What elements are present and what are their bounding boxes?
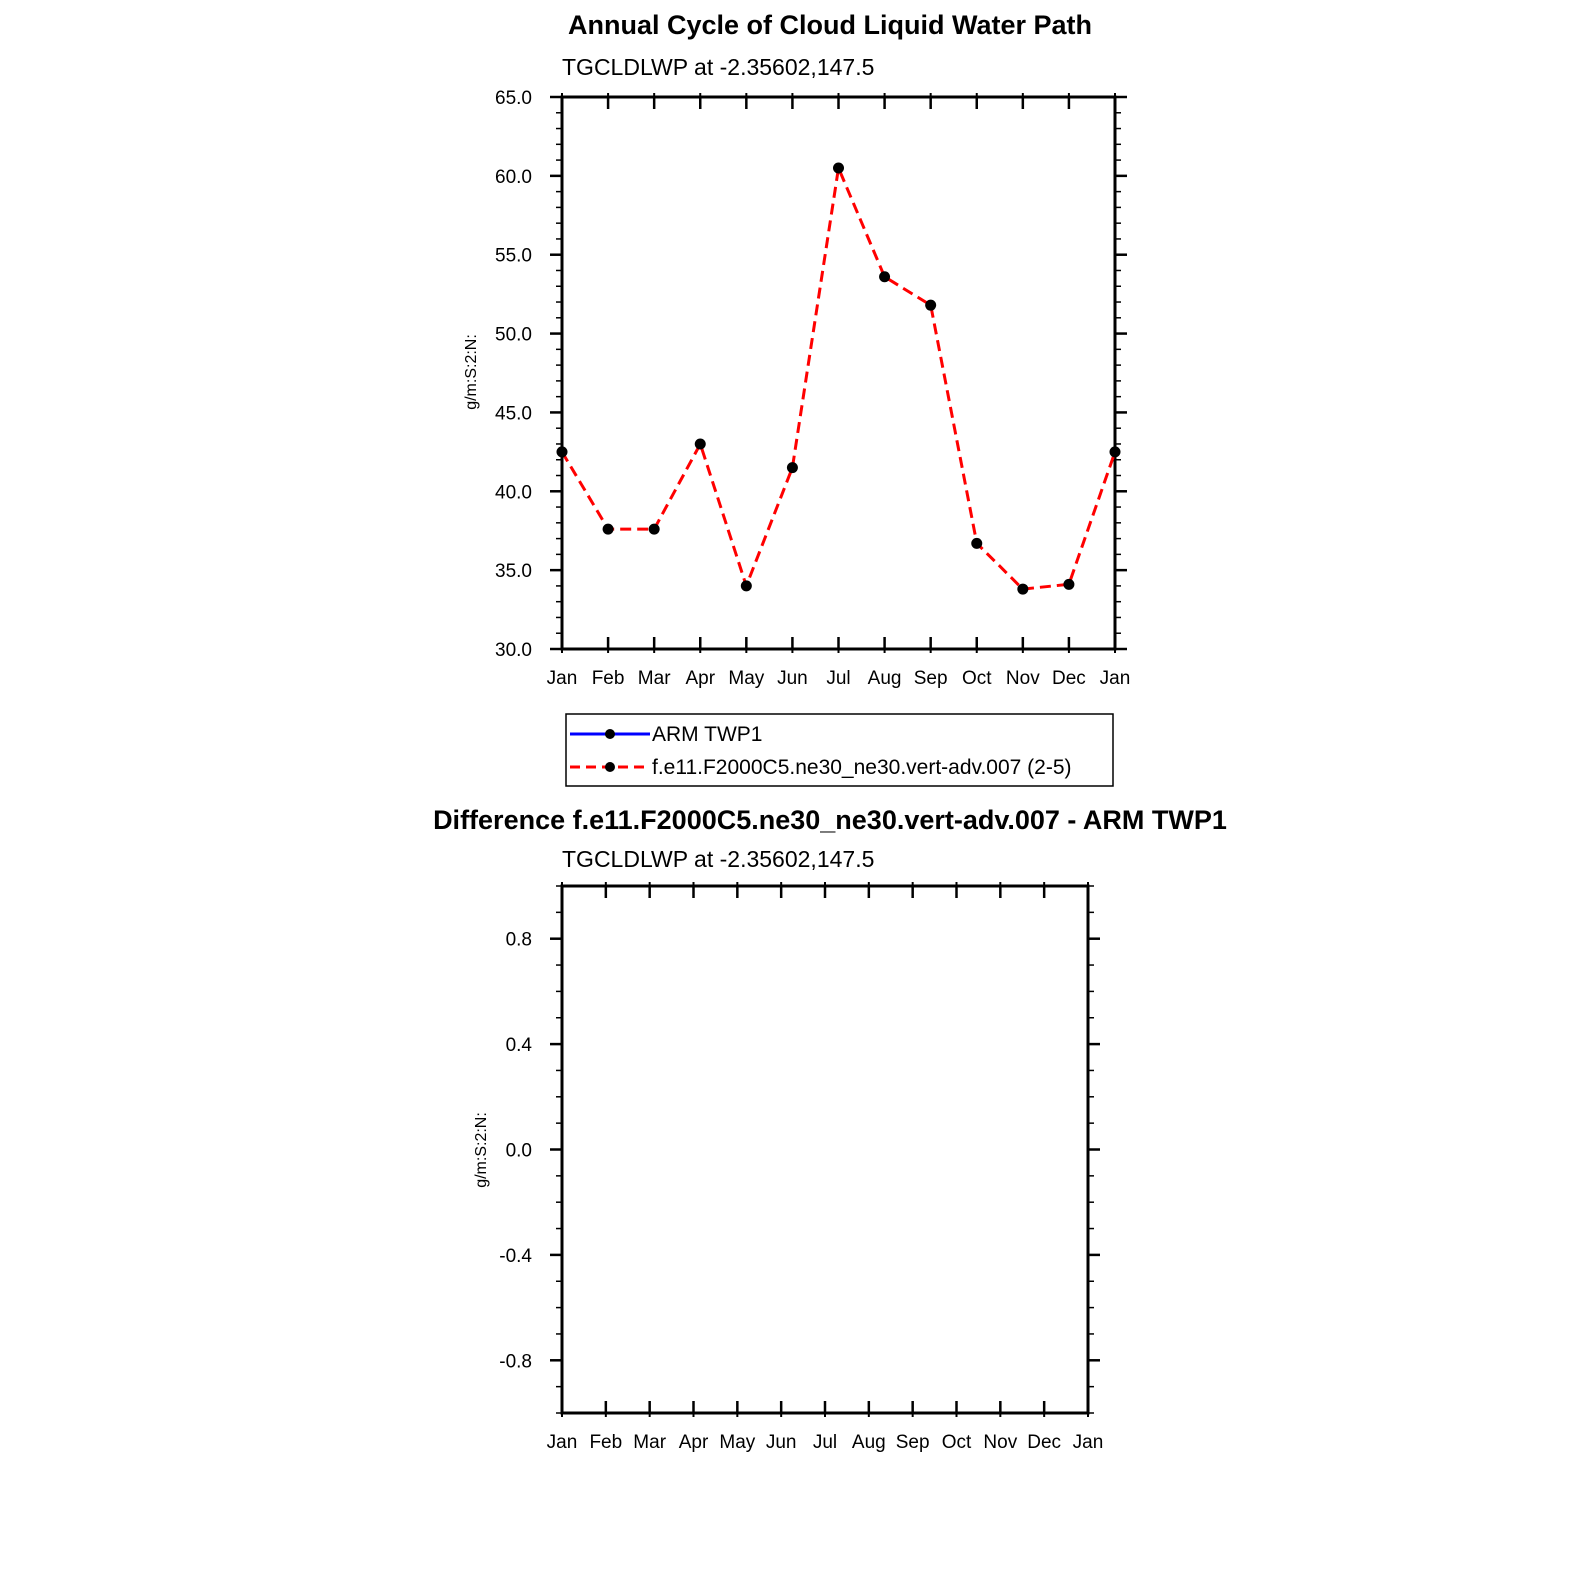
x-tick-label: Nov xyxy=(1005,668,1040,689)
x-tick-label: Dec xyxy=(1027,1432,1062,1453)
x-tick-label: Mar xyxy=(633,1432,667,1453)
x-tick-label: May xyxy=(719,1432,756,1453)
x-tick-label: Aug xyxy=(851,1432,886,1453)
x-tick-label: Jul xyxy=(812,1432,838,1453)
y-tick-label: 0.0 xyxy=(505,1140,532,1162)
x-tick-label: Jan xyxy=(1072,1432,1104,1453)
x-tick-label: Nov xyxy=(983,1432,1018,1453)
x-tick-labels xyxy=(547,668,1131,689)
legend-marker-model xyxy=(605,762,615,772)
y-tick-label: -0.4 xyxy=(499,1245,532,1267)
y-tick-labels xyxy=(495,88,532,661)
x-tick-label: Oct xyxy=(941,1432,972,1453)
legend-label-arm: ARM TWP1 xyxy=(652,723,763,746)
y-tick-label: 30.0 xyxy=(495,640,532,661)
y-tick-label: 40.0 xyxy=(495,482,532,504)
y-tick-label: -0.8 xyxy=(499,1351,532,1373)
data-point xyxy=(879,271,890,282)
data-point xyxy=(1063,579,1074,590)
y-tick-label: 65.0 xyxy=(495,88,532,109)
data-point xyxy=(1110,446,1121,457)
difference-y-axis-label: g/m:S:2:N: xyxy=(473,1112,490,1188)
x-tick-label: May xyxy=(728,668,765,689)
data-point xyxy=(603,524,614,535)
y-tick-label: 0.4 xyxy=(505,1035,532,1057)
difference-plot-frame xyxy=(562,886,1088,1413)
x-tick-label: Jun xyxy=(765,1432,797,1453)
legend-marker-arm xyxy=(605,729,615,739)
series-group xyxy=(557,162,1121,594)
x-tick-label: Dec xyxy=(1052,668,1086,689)
chart-title: Annual Cycle of Cloud Liquid Water Path xyxy=(567,10,1093,40)
difference-axis-ticks xyxy=(550,882,1100,1417)
legend-label-model: f.e11.F2000C5.ne30_ne30.vert-adv.007 (2-5) xyxy=(652,756,1072,779)
difference-title: Difference f.e11.F2000C5.ne30_ne30.vert-adv.007 - ARM TWP1 xyxy=(433,805,1227,835)
x-tick-label: Jul xyxy=(826,668,851,689)
x-tick-label: Aug xyxy=(867,668,902,689)
x-tick-label: Sep xyxy=(895,1432,930,1453)
annual-cycle-chart xyxy=(463,10,1130,786)
x-tick-label: Mar xyxy=(637,668,671,689)
difference-y-tick-labels xyxy=(499,930,532,1373)
y-axis-label: g/m:S:2:N: xyxy=(463,334,480,410)
data-point xyxy=(741,580,752,591)
data-point xyxy=(925,300,936,311)
y-tick-label: 55.0 xyxy=(495,245,532,267)
x-tick-label: Apr xyxy=(678,1432,709,1453)
data-point xyxy=(787,462,798,473)
y-tick-label: 60.0 xyxy=(495,166,532,188)
y-tick-label: 0.8 xyxy=(505,929,532,951)
y-tick-label: 45.0 xyxy=(495,403,532,425)
data-point xyxy=(833,162,844,173)
data-point xyxy=(1017,584,1028,595)
x-tick-label: Feb xyxy=(589,1432,623,1453)
chart-subtitle: TGCLDLWP at -2.35602,147.5 xyxy=(562,54,875,80)
data-point xyxy=(971,538,982,549)
x-tick-label: Apr xyxy=(685,668,716,689)
y-tick-label: 50.0 xyxy=(495,324,532,346)
difference-x-tick-labels xyxy=(547,1432,1104,1453)
y-tick-label: 35.0 xyxy=(495,561,532,583)
x-tick-label: Sep xyxy=(913,668,948,689)
x-tick-label: Jan xyxy=(546,668,578,689)
plot-frame xyxy=(562,97,1115,649)
data-point xyxy=(695,438,706,449)
difference-chart xyxy=(433,805,1227,1453)
series-line xyxy=(562,168,1115,589)
data-point xyxy=(649,524,660,535)
x-tick-label: Oct xyxy=(961,668,992,689)
data-point xyxy=(557,446,568,457)
x-tick-label: Jan xyxy=(1099,668,1131,689)
x-tick-label: Jan xyxy=(546,1432,578,1453)
difference-subtitle: TGCLDLWP at -2.35602,147.5 xyxy=(562,846,875,872)
x-tick-label: Feb xyxy=(591,668,625,689)
legend xyxy=(566,714,1113,786)
x-tick-label: Jun xyxy=(777,668,808,689)
